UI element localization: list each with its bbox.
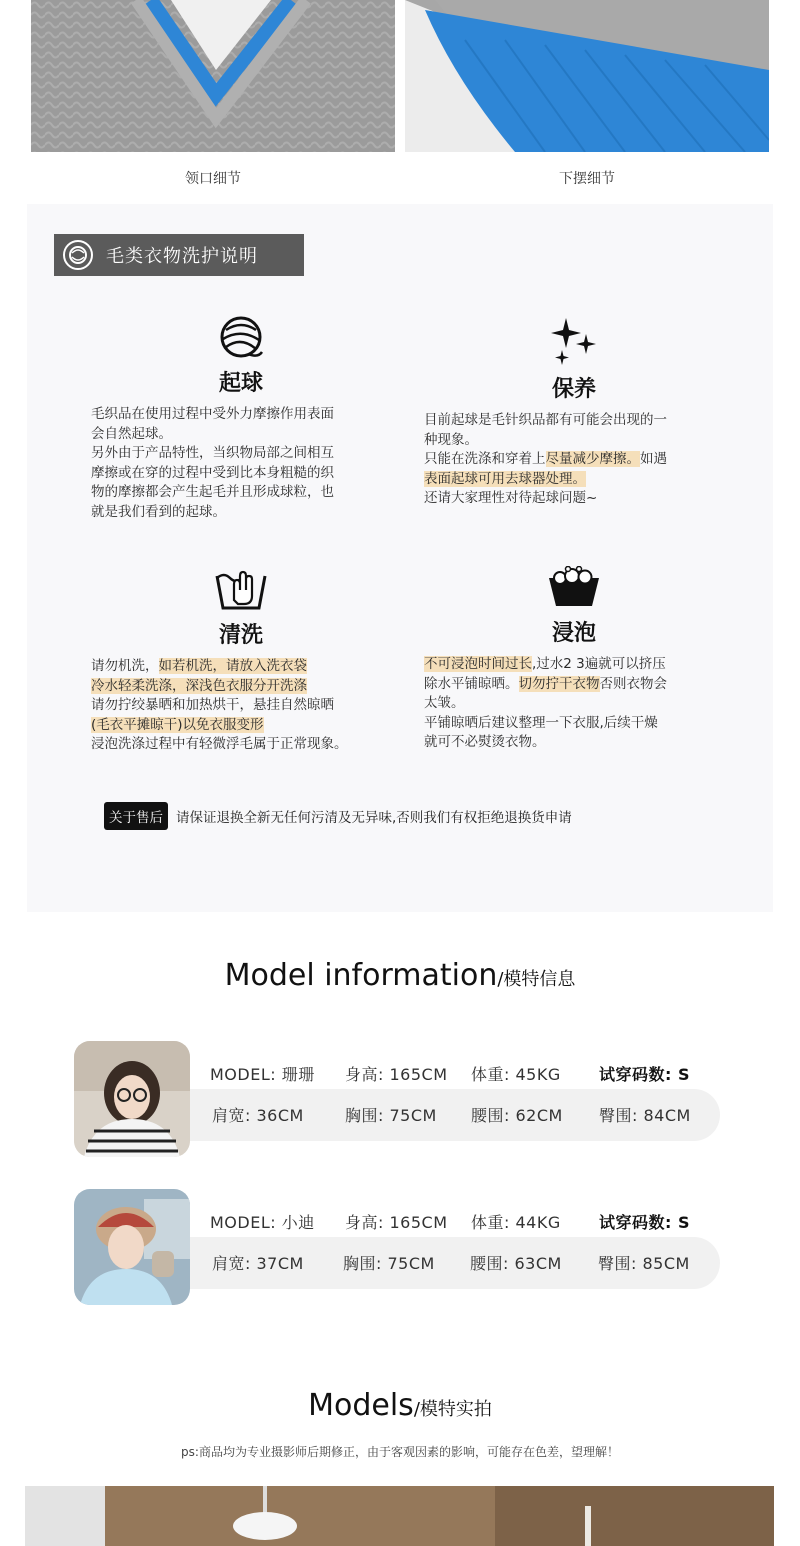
model-avatar <box>74 1041 190 1157</box>
sparkle-icon <box>548 314 600 366</box>
model-name: MODEL: 小迪 <box>210 1213 315 1232</box>
pilling-text: 毛织品在使用过程中受外力摩擦作用表面 会自然起球。 另外由于产品特性，当织物局部之间相互 摩擦或在穿的过程中受到比本身粗糙的织 物的摩擦都会产生起毛并且形成球粒，也 就是我们看到的起球。 <box>91 406 334 520</box>
maintenance-text: 目前起球是毛针织品都有可能会出现的一 种现象。 只能在洗涤和穿着上尽量减少摩擦。如遇 表面起球可用去球器处理。 还请大家理性对待起球问题~ <box>424 412 667 506</box>
pilling-title: 起球 <box>218 371 263 396</box>
hem-detail-caption: 下摆细节 <box>559 171 615 187</box>
model-waist: 腰围: 62CM <box>471 1106 563 1125</box>
neckline-detail-photo <box>31 0 395 152</box>
model-waist: 腰围: 63CM <box>470 1254 562 1273</box>
model-row-shanshan <box>74 1041 720 1157</box>
model-hip: 臀围: 85CM <box>598 1254 690 1273</box>
model-height: 身高: 165CM <box>345 1065 448 1084</box>
wool-care-panel <box>27 204 773 912</box>
yarn-logo-icon <box>62 239 94 271</box>
model-shoulder: 肩宽: 37CM <box>212 1254 304 1273</box>
care-header-title: 毛类衣物洗护说明 <box>106 246 258 267</box>
model-weight: 体重: 45KG <box>471 1065 561 1084</box>
models-title: Models/模特实拍 <box>308 1388 492 1423</box>
washing-card <box>91 566 391 755</box>
model-avatar <box>74 1189 190 1305</box>
model-hip: 臀围: 84CM <box>599 1106 691 1125</box>
soaking-card <box>424 566 724 753</box>
model-row-xiaodi <box>74 1189 720 1305</box>
care-header <box>54 234 304 276</box>
yarn-ball-icon <box>218 314 264 360</box>
model-size: 试穿码数: S <box>599 1213 690 1232</box>
hand-wash-icon <box>214 566 268 612</box>
hem-detail-photo <box>405 0 769 152</box>
washing-text: 请勿机洗，如若机洗，请放入洗衣袋 冷水轻柔洗涤，深浅色衣服分开洗涤 请勿拧绞暴晒和加热烘干，悬挂自然晾晒 (毛衣平摊晾干)以免衣服变形 浸泡洗涤过程中有轻微浮毛属于正常现象。 <box>91 658 348 752</box>
model-bust: 胸围: 75CM <box>343 1254 435 1273</box>
model-size: 试穿码数: S <box>599 1065 690 1084</box>
model-height: 身高: 165CM <box>345 1213 448 1232</box>
model-shoulder: 肩宽: 36CM <box>212 1106 304 1125</box>
after-sale-badge: 关于售后 <box>104 802 168 830</box>
soaking-title: 浸泡 <box>551 621 596 646</box>
model-name: MODEL: 珊珊 <box>210 1065 315 1084</box>
after-sale-note <box>104 802 572 830</box>
after-sale-text: 请保证退换全新无任何污清及无异味,否则我们有权拒绝退换货申请 <box>176 810 572 826</box>
model-weight: 体重: 44KG <box>471 1213 561 1232</box>
maintenance-card <box>424 314 724 509</box>
maintenance-title: 保养 <box>551 377 596 402</box>
neckline-detail-caption: 领口细节 <box>185 171 241 187</box>
soaking-tub-icon <box>546 566 602 610</box>
model-photo <box>25 1486 774 1546</box>
pilling-card <box>91 314 391 522</box>
soaking-text: 不可浸泡时间过长,过水2 3遍就可以挤压 除水平铺晾晒。切勿拧干衣物否则衣物会 太皱。 平铺晾晒后建议整理一下衣服,后续干燥 就可不必熨烫衣物。 <box>424 656 667 750</box>
washing-title: 清洗 <box>218 623 263 648</box>
model-bust: 胸围: 75CM <box>345 1106 437 1125</box>
model-information-title: Model information/模特信息 <box>224 958 576 993</box>
color-disclaimer: ps:商品均为专业摄影师后期修正，由于客观因素的影响，可能存在色差，望理解！ <box>181 1445 619 1459</box>
